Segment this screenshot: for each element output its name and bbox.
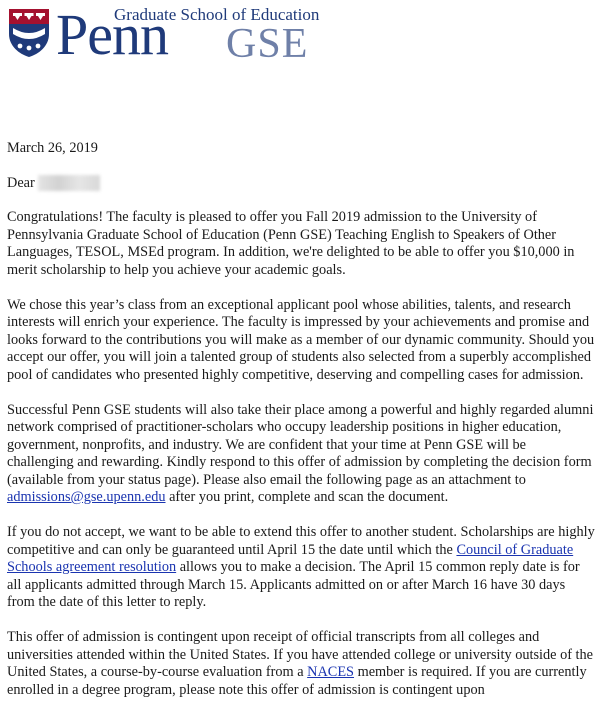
greeting-text: Dear — [7, 174, 35, 191]
letterhead — [8, 2, 328, 72]
paragraph-class-selection: We chose this year’s class from an exceptional applicant pool whose abilities, talents, and research interests will enrich your experience. The faculty is impressed by your achievements and promise and looks forward to the contributions you will make as a member of our dynamic community. Should you accept our offer, you will join a talented group of students also selected from a superbly accomplished pool of candidates who presented highly competitive, deserving and compelling cases for admission. — [7, 296, 595, 383]
paragraph-text: Successful Penn GSE students will also take their place among a powerful and highly regarded alumni network comprised of practitioner-scholars who occupy leadership positions in higher education, government, nonprofits, and industry. We are confident that your time at Penn GSE will be challenging and rewarding. Kindly respond to this offer of admission by completing the decision form (available from your status page). Please also email the following page as an attachment to — [7, 401, 594, 488]
greeting-line — [7, 175, 595, 193]
naces-link[interactable]: NACES — [307, 664, 355, 680]
logo-penn-wordmark: Penn — [56, 2, 168, 67]
redacted-name — [38, 175, 100, 191]
paragraph-alumni-network — [7, 402, 595, 507]
paragraph-decline-info — [7, 524, 595, 612]
logo-gse-wordmark: GSE — [226, 21, 309, 67]
paragraph-congratulations: Congratulations! The faculty is pleased to offer you Fall 2019 admission to the University of Pennsylvania Graduate School of Education (Penn GSE) Teaching English to Speakers of Other Languages, TESOL, MSEd program. In addition, we're delighted to be able to offer you $10,000 in merit scholarship to help you achieve your academic goals. — [7, 209, 575, 278]
penn-shield-icon — [8, 8, 50, 58]
paragraph-text: member is required. If you are currently enrolled in a degree program, please note this offer of admission is contingent upon — [7, 664, 587, 698]
paragraph-text: If you do not accept, we want to be able to extend this offer to another student. Scholarships are highly competitive and can only be guaranteed until April 15 the date until which the — [7, 524, 595, 558]
paragraph-text: after you print, complete and scan the document. — [165, 489, 449, 505]
paragraph-text: This offer of admission is contingent upon receipt of official transcripts from all colleges and universities attended within the United States. If you have attended college or university outside of the United States, a course-by-course evaluation from a — [7, 629, 594, 680]
admissions-email-link[interactable]: admissions@gse.upenn.edu — [7, 489, 166, 505]
letter-date: March 26, 2019 — [7, 140, 98, 156]
paragraph-text: allows you to make a decision. The April 15 common reply date is for all applicants admitted through March 15. Applicants admitted on or after March 16 have 30 days from the date of this letter to reply. — [7, 559, 580, 610]
cgs-resolution-link[interactable]: Council of Graduate Schools agreement resolution — [7, 541, 574, 575]
paragraph-transcripts — [7, 629, 595, 699]
letter-body — [7, 140, 595, 717]
school-name: Graduate School of Education — [114, 5, 320, 24]
